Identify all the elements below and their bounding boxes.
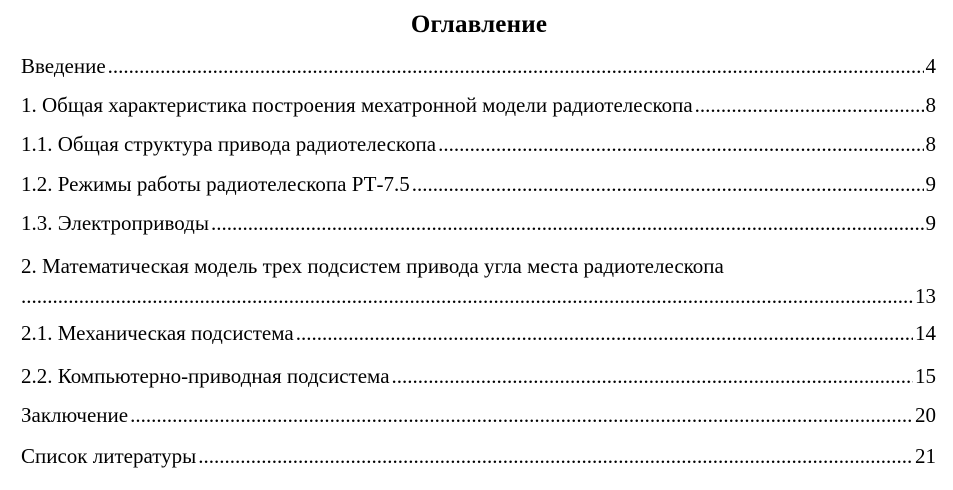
toc-entry-introduction[interactable] <box>21 53 936 79</box>
toc-entry-label: 1.2. Режимы работы радиотелескопа РТ-7.5 <box>21 172 410 196</box>
toc-dot-leader <box>412 171 924 197</box>
toc-entry-label: 2. Математическая модель трех подсистем привода угла места радиотелескопа <box>21 254 724 278</box>
document-title: Оглавление <box>410 11 548 38</box>
toc-entry-label: Заключение <box>21 403 129 427</box>
toc-dot-leader <box>695 92 924 118</box>
toc-dot-leader <box>392 363 913 389</box>
toc-entry-section-1[interactable] <box>21 92 936 118</box>
toc-dot-leader <box>296 320 913 346</box>
toc-entry-page-number: 9 <box>925 172 936 196</box>
toc-dot-leader <box>21 283 913 309</box>
toc-entry-page-number: 20 <box>915 403 936 427</box>
toc-entry-page-number: 9 <box>925 211 936 235</box>
toc-entry-section-1-1[interactable] <box>21 131 936 157</box>
toc-dot-leader <box>130 402 913 428</box>
toc-dot-leader <box>438 131 923 157</box>
toc-entry-page-number: 8 <box>925 93 936 117</box>
toc-entry-page-number: 4 <box>925 54 936 78</box>
toc-entry-references[interactable] <box>21 443 936 469</box>
toc-entry-page-number: 13 <box>915 284 936 308</box>
toc-entry-page-number: 8 <box>925 132 936 156</box>
toc-entry-conclusion[interactable] <box>21 402 936 428</box>
toc-entry-section-1-3[interactable] <box>21 210 936 236</box>
toc-entry-label: Список литературы <box>21 444 197 468</box>
toc-entry-page-number: 14 <box>915 321 936 345</box>
toc-entry-section-1-2[interactable] <box>21 171 936 197</box>
toc-entry-label: 1.3. Электроприводы <box>21 211 209 235</box>
toc-entry-section-2-2[interactable] <box>21 363 936 389</box>
toc-entry-page-number: 21 <box>915 444 936 468</box>
toc-entry-page-number: 15 <box>915 364 936 388</box>
toc-entry-label: 1. Общая характеристика построения мехатронной модели радиотелескопа <box>21 93 693 117</box>
toc-entry-section-2[interactable] <box>21 253 936 309</box>
toc-entry-label: 2.2. Компьютерно-приводная подсистема <box>21 364 390 388</box>
toc-dot-leader <box>108 53 924 79</box>
toc-entry-label: 1.1. Общая структура привода радиотелескопа <box>21 132 437 156</box>
toc-dot-leader <box>198 443 913 469</box>
toc-dot-leader <box>211 210 924 236</box>
toc-entry-section-2-1[interactable] <box>21 320 936 346</box>
toc-entry-label: 2.1. Механическая подсистема <box>21 321 294 345</box>
toc-entry-label: Введение <box>21 54 106 78</box>
